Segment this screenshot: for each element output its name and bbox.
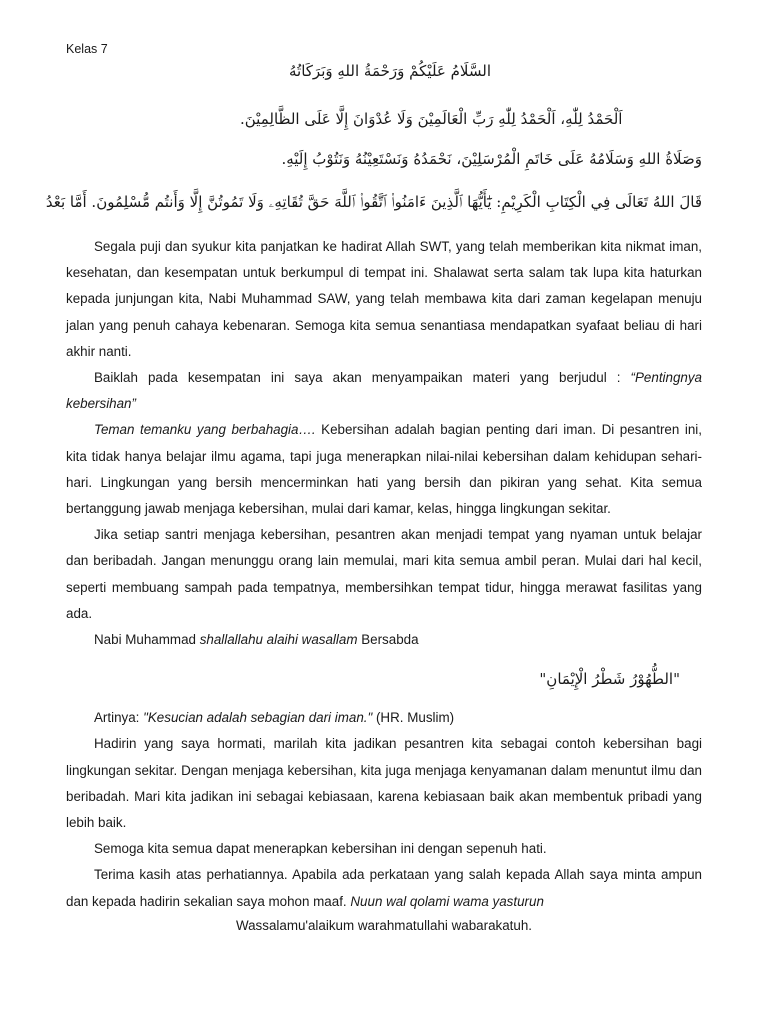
- paragraph-thanks: [66, 862, 702, 914]
- arabic-opening-line-3: قَالَ اللهُ تَعَالَى فِي الْكِتَابِ الْكَرِيْمِ: يَٰٓأَيُّهَا ٱلَّذِينَ ءَامَنُوا۟ ٱتَّقُوا۟ ٱللَّهَ حَقَّ تُقَاتِهِۦ وَلَا تَمُوتُنَّ إِلَّا وَأَنتُم مُّسْلِمُونَ. أَمَّا بَعْدُ: [45, 193, 702, 211]
- paragraph-cleanliness: [66, 417, 702, 522]
- prophet-honorific: shallallahu alaihi wasallam: [199, 632, 358, 648]
- paragraph-topic: [66, 365, 702, 417]
- meaning-quote: "Kesucian adalah sebagian dari iman.": [143, 710, 373, 726]
- speech-body: [66, 234, 702, 915]
- paragraph-hope: Semoga kita semua dapat menerapkan kebersihan ini dengan sepenuh hati.: [94, 841, 547, 857]
- paragraph-intro: Segala puji dan syukur kita panjatkan ke hadirat Allah SWT, yang telah memberikan kita nikmat iman, kesehatan, dan kesempatan untuk berkumpul di tempat ini. Shalawat serta salam tak lupa kita haturkan kepada junjungan kita, Nabi Muhammad SAW, yang telah membawa kita dari zaman kegelapan menuju jalan yang penuh cahaya kebenaran. Semoga kita semua senantiasa mendapatkan syafaat beliau di hari akhir nanti.: [66, 239, 702, 359]
- meaning-lead: Artinya:: [94, 710, 144, 726]
- greeting-friends: Teman temanku yang berbahagia….: [94, 422, 316, 438]
- arabic-hadith: "الطُّهُوْرُ شَطْرُ الْإِيْمَانِ": [539, 670, 680, 688]
- meaning-source: (HR. Muslim): [372, 710, 455, 726]
- topic-title: “Pentingnya kebersihan”: [66, 370, 702, 412]
- arabic-opening-line-1: اَلْحَمْدُ لِلّٰهِ، اَلْحَمْدُ لِلّٰهِ رَبِّ الْعَالَمِيْنَ وَلَا عُدْوَانَ إِلَّا عَلَى الظَّالِمِيْنَ.: [240, 110, 623, 128]
- topic-lead: Baiklah pada kesempatan ini saya akan menyampaikan materi yang berjudul :: [94, 370, 631, 386]
- paragraph-invitation: Hadirin yang saya hormati, marilah kita jadikan pesantren kita sebagai contoh kebersihan bagi lingkungan sekitar. Dengan menjaga kebersihan, kita juga menjaga kenyamanan dalam menuntut ilmu dan beribadah. Mari kita jadikan ini sebagai kebiasaan, karena kebiasaan baik akan membentuk pribadi yang lebih baik.: [66, 736, 702, 831]
- closing-phrase: Nuun wal qolami wama yasturun: [350, 893, 544, 909]
- paragraph-prophet: [66, 627, 702, 653]
- paragraph-meaning: [66, 705, 702, 731]
- paragraph-santri: Jika setiap santri menjaga kebersihan, pesantren akan menjadi tempat yang nyaman untuk belajar dan beribadah. Jangan menunggu orang lain memulai, mari kita semua ambil peran. Mulai dari hal kecil, seperti membuang sampah pada tempatnya, membersihkan tempat tidur, hingga merawat fasilitas yang ada.: [66, 527, 702, 621]
- arabic-greeting: السَّلَامُ عَلَيْكُمْ وَرَحْمَةُ اللهِ وَبَرَكَاتُهُ: [289, 62, 491, 80]
- thanks-text: Terima kasih atas perhatiannya. Apabila ada perkataan yang salah kepada Allah saya minta ampun dan kepada hadirin sekalian saya mohon maaf.: [66, 867, 702, 909]
- prophet-lead: Nabi Muhammad: [94, 632, 200, 648]
- arabic-opening-line-2: وَصَلَاةُ اللهِ وَسَلَامُهُ عَلَى خَاتَمِ الْمُرْسَلِيْنَ، نَحْمَدُهُ وَنَسْتَعِيْنُهُ وَنَتُوْبُ إِلَيْهِ.: [281, 150, 702, 168]
- prophet-rest: Bersabda: [357, 632, 419, 648]
- cleanliness-text: Kebersihan adalah bagian penting dari iman. Di pesantren ini, kita tidak hanya belajar ilmu agama, tapi juga menerapkan nilai-nilai kebersihan dalam kehidupan sehari-hari. Lingkungan yang bersih mencerminkan hati yang bersih dan pikiran yang sehat. Kita semua bertanggung jawab menjaga kebersihan, mulai dari kamar, kelas, hingga lingkungan sekitar.: [66, 422, 702, 517]
- class-label: Kelas 7: [66, 42, 108, 56]
- closing-salam: Wassalamu'alaikum warahmatullahi wabarakatuh.: [235, 918, 533, 933]
